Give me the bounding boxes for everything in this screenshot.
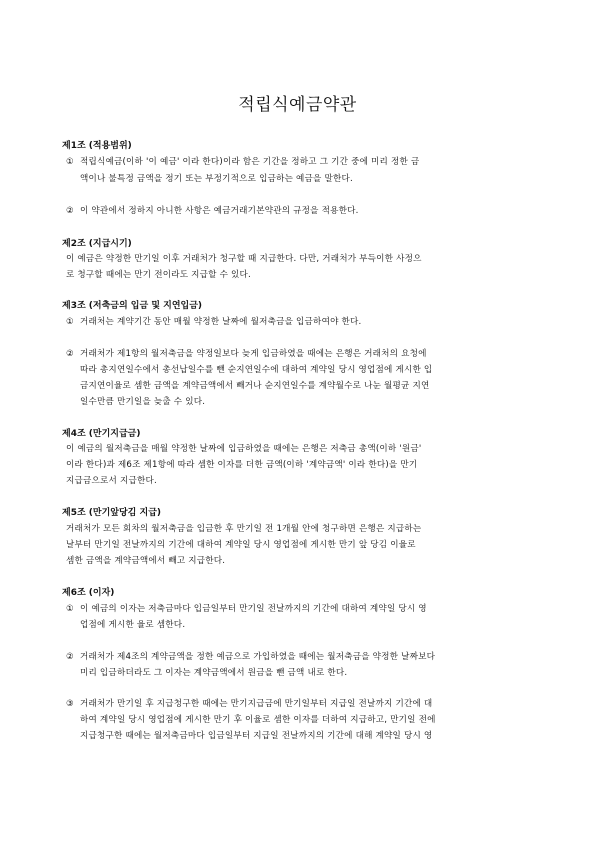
paragraph-number: ② — [66, 206, 74, 216]
paragraph-number: ② — [66, 652, 74, 662]
article-3-heading: 제3조 (저축금의 입금 및 지연입금) — [62, 301, 203, 311]
article-1-heading: 제1조 (적용범위) — [62, 141, 132, 151]
article-6-para-3-line-1 — [66, 697, 432, 709]
paragraph-number: ② — [66, 349, 74, 359]
article-3-para-2-line-1 — [66, 347, 427, 359]
article-4-heading: 제4조 (만기지급금) — [62, 429, 141, 439]
article-3-para-2-line-4: 일수만큼 만기일을 늦출 수 있다. — [80, 397, 206, 407]
paragraph-number: ① — [66, 317, 74, 327]
article-4-line-1: 이 예금의 월저축금을 매월 약정한 날짜에 입금하였을 때에는 은행은 저축금 총액(이하 '원금' — [66, 444, 422, 454]
paragraph-text: 적립식예금(이하 '이 예금' 이라 한다)이라 함은 기간을 정하고 그 기간 중에 미리 정한 금 — [80, 157, 420, 167]
article-2-line-2: 로 청구할 때에는 만기 전이라도 지급할 수 있다. — [66, 270, 251, 280]
article-6-para-2-line-1 — [66, 650, 435, 662]
article-1-para-1-line-1 — [66, 155, 419, 167]
paragraph-text: 이 약관에서 정하지 아니한 사항은 예금거래기본약관의 규정을 적용한다. — [80, 206, 359, 216]
article-5-line-2: 날부터 만기일 전날까지의 기간에 대하여 계약일 당시 영업점에 게시한 만기 앞 당김 이율로 — [66, 540, 416, 550]
paragraph-number: ③ — [66, 699, 74, 709]
paragraph-text: 이 예금의 이자는 저축금마다 입금일부터 만기일 전날까지의 기간에 대하여 계약일 당시 영 — [80, 604, 427, 614]
article-6-para-3-line-2: 하여 계약일 당시 영업점에 게시한 만기 후 이율로 셈한 이자를 더하여 지급하고, 만기일 전에 — [80, 715, 436, 725]
article-6-para-3-line-3: 지급청구한 때에는 월저축금마다 입금일부터 지급일 전날까지의 기간에 대해 계약일 당시 영 — [80, 731, 433, 741]
article-5-line-3: 셈한 금액을 계약금액에서 빼고 지급한다. — [66, 556, 226, 566]
article-6-para-1-line-2: 업점에 게시한 율로 셈한다. — [80, 620, 186, 630]
article-3-para-1-line-1 — [66, 315, 361, 327]
article-1-para-2-line-1 — [66, 204, 359, 216]
paragraph-text: 거래처가 제4조의 계약금액을 정한 예금으로 가입하였을 때에는 월저축금을 약정한 날짜보다 — [80, 652, 436, 662]
article-3-para-2-line-2: 따라 총지연일수에서 총선납일수를 뺀 순지연일수에 대하여 계약일 당시 영업점에 게시한 입 — [80, 365, 433, 375]
article-5-line-1: 거래처가 모든 회차의 월저축금을 입금한 후 만기일 전 1개월 안에 청구하면 은행은 지급하는 — [66, 524, 422, 534]
paragraph-text: 거래처가 만기일 후 지급청구한 때에는 만기지급금에 만기일부터 지급일 전날까지 기간에 대 — [80, 699, 433, 709]
paragraph-number: ① — [66, 604, 74, 614]
article-6-para-1-line-1 — [66, 602, 427, 614]
article-1-para-1-line-2: 액이나 불특정 금액을 정기 또는 부정기적으로 입금하는 예금을 말한다. — [80, 174, 353, 184]
document-title: 적립식예금약관 — [238, 95, 357, 115]
article-4-line-3: 지급금으로서 지급한다. — [66, 476, 157, 486]
article-2-line-1: 이 예금은 약정한 만기일 이후 거래처가 청구할 때 지급한다. 다만, 거래처가 부득이한 사정으 — [66, 254, 422, 264]
article-6-para-2-line-2: 미리 입금하더라도 그 이자는 계약금액에서 원금을 뺀 금액 내로 한다. — [80, 668, 348, 678]
paragraph-number: ① — [66, 157, 74, 167]
article-3-para-2-line-3: 금지연이율로 셈한 금액을 계약금액에서 빼거나 순지연일수를 계약월수로 나눈 월평균 지연 — [80, 381, 430, 391]
paragraph-text: 거래처는 계약기간 동안 매월 약정한 날짜에 월저축금을 입금하여야 한다. — [80, 317, 362, 327]
article-2-heading: 제2조 (지급시기) — [62, 239, 132, 249]
paragraph-text: 거래처가 제1항의 월저축금을 약정일보다 늦게 입금하였을 때에는 은행은 거래처의 요청에 — [80, 349, 427, 359]
article-4-line-2: 이라 한다)과 제6조 제1항에 따라 셈한 이자를 더한 금액(이하 '계약금액' 이라 한다)을 만기 — [66, 460, 418, 470]
article-6-heading: 제6조 (이자) — [62, 588, 115, 598]
article-5-heading: 제5조 (만기앞당김 지급) — [62, 508, 162, 518]
